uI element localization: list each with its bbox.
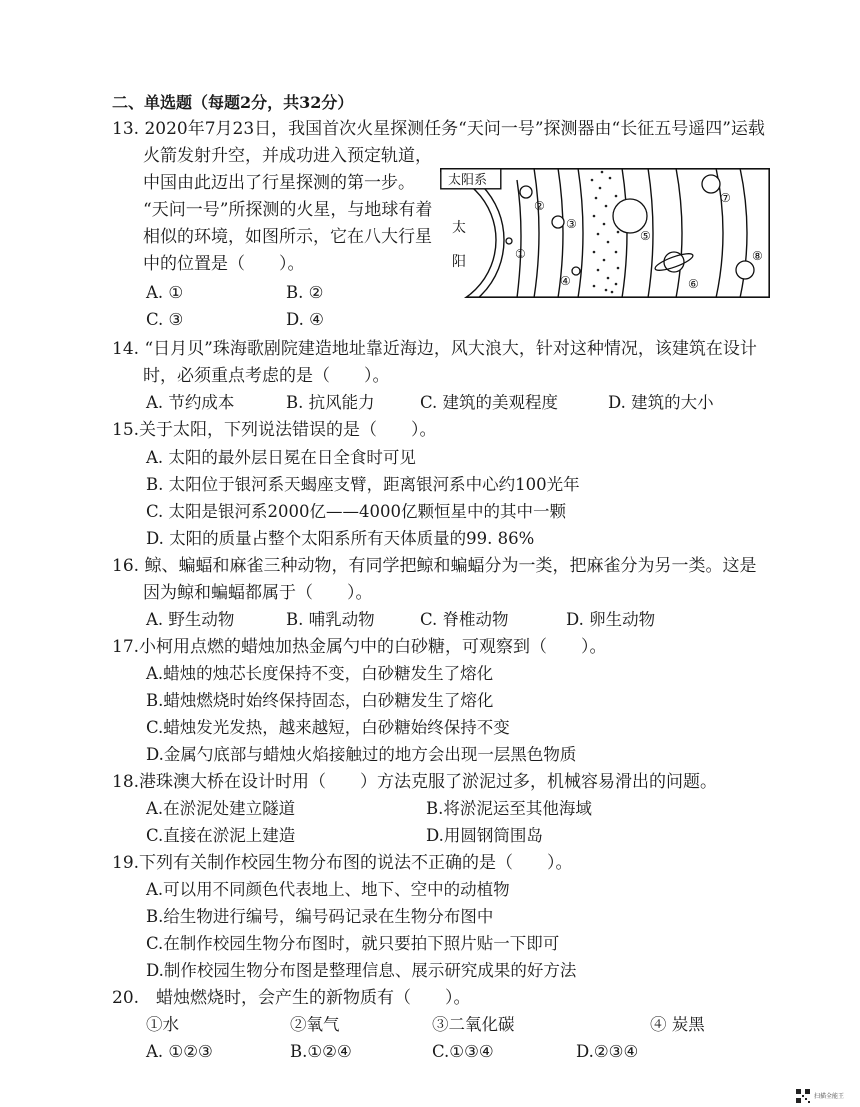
planet-label-4: ④ bbox=[560, 274, 571, 288]
question-19-option-a: A.可以用不同颜色代表地上、地下、空中的动植物 bbox=[146, 880, 510, 899]
question-14-option-c: C. 建筑的美观程度 bbox=[420, 393, 559, 412]
question-20-option-d: D.②③④ bbox=[576, 1042, 639, 1061]
sun-label-2: 阳 bbox=[452, 254, 466, 270]
planet-8 bbox=[736, 261, 754, 279]
question-16-option-a: A. 野生动物 bbox=[146, 610, 235, 629]
question-19-line-1: 19.下列有关制作校园生物分布图的说法不正确的是（ ）。 bbox=[112, 853, 573, 873]
question-18-option-c: C.直接在淤泥上建造 bbox=[146, 826, 296, 845]
question-13-option-d: D. ④ bbox=[286, 310, 324, 329]
question-20-item-3: ③二氧化碳 bbox=[432, 1015, 515, 1034]
diagram-title: 太阳系 bbox=[448, 173, 488, 188]
question-13-line-5: 相似的环境，如图所示，它在八大行星 bbox=[143, 227, 432, 247]
question-13-line-2: 火箭发射升空，并成功进入预定轨道， bbox=[143, 146, 432, 166]
question-14-line-1: 14. “日月贝”珠海歌剧院建造地址靠近海边，风大浪大，针对这种情况，该建筑在设计 bbox=[112, 339, 757, 359]
planet-5 bbox=[613, 199, 647, 233]
planet-4 bbox=[572, 267, 580, 275]
question-13-line-3: 中国由此迈出了行星探测的第一步。 bbox=[143, 173, 415, 193]
question-14-option-a: A. 节约成本 bbox=[146, 393, 235, 412]
planet-label-8: ⑧ bbox=[752, 249, 763, 263]
sun-label-1: 太 bbox=[452, 220, 466, 236]
question-13-line-4: “天问一号”所探测的火星，与地球有着 bbox=[143, 200, 433, 220]
scanner-app-watermark: 扫描全能王 bbox=[814, 1093, 845, 1100]
question-20-item-4: ④ 炭黑 bbox=[650, 1015, 705, 1034]
planet-label-1: ① bbox=[515, 247, 526, 261]
question-18-option-a: A.在淤泥处建立隧道 bbox=[146, 799, 296, 818]
question-19-option-c: C.在制作校园生物分布图时，就只要拍下照片贴一下即可 bbox=[146, 934, 560, 953]
section-heading: 二、单选题（每题2分，共32分） bbox=[112, 93, 354, 112]
planet-label-6: ⑥ bbox=[688, 277, 699, 291]
planet-2 bbox=[520, 186, 532, 198]
diagram-title-box bbox=[441, 169, 501, 189]
question-14-option-b: B. 抗风能力 bbox=[286, 393, 375, 412]
question-20-line-1: 20. 蜡烛燃烧时，会产生的新物质有（ ）。 bbox=[112, 988, 471, 1008]
solar-system-diagram bbox=[440, 168, 770, 298]
question-20-item-2: ②氧气 bbox=[290, 1015, 340, 1034]
question-15-option-b: B. 太阳位于银河系天蝎座支臂，距离银河系中心约100光年 bbox=[146, 475, 580, 494]
question-14-line-2: 时，必须重点考虑的是（ ）。 bbox=[143, 366, 390, 386]
question-18-line-1: 18.港珠澳大桥在设计时用（ ）方法克服了淤泥过多，机械容易滑出的问题。 bbox=[112, 772, 718, 792]
question-16-line-2: 因为鲸和蝙蝠都属于（ ）。 bbox=[143, 583, 373, 603]
question-20-option-c: C.①③④ bbox=[432, 1042, 494, 1061]
question-16-option-c: C. 脊椎动物 bbox=[420, 610, 509, 629]
question-15-option-a: A. 太阳的最外层日冕在日全食时可见 bbox=[146, 448, 416, 467]
question-13-option-b: B. ② bbox=[286, 283, 324, 302]
question-15-option-d: D. 太阳的质量占整个太阳系所有天体质量的99. 86% bbox=[146, 529, 535, 548]
planet-7 bbox=[702, 175, 720, 193]
question-17-option-d: D.金属勺底部与蜡烛火焰接触过的地方会出现一层黑色物质 bbox=[146, 745, 577, 764]
question-13-option-a: A. ① bbox=[146, 283, 184, 302]
question-16-line-1: 16. 鲸、蝙蝠和麻雀三种动物，有同学把鲸和蝙蝠分为一类，把麻雀分为另一类。这是 bbox=[112, 556, 757, 576]
planet-label-7: ⑦ bbox=[720, 191, 731, 205]
question-20-item-1: ①水 bbox=[146, 1015, 179, 1034]
question-20-option-a: A. ①②③ bbox=[146, 1042, 213, 1061]
question-20-option-b: B.①②④ bbox=[290, 1042, 352, 1061]
planet-3 bbox=[552, 216, 564, 228]
question-18-option-d: D.用圆钢筒围岛 bbox=[426, 826, 543, 845]
planet-label-2: ② bbox=[534, 199, 545, 213]
question-15-option-c: C. 太阳是银河系2000亿——4000亿颗恒星中的其中一颗 bbox=[146, 502, 567, 521]
question-16-option-b: B. 哺乳动物 bbox=[286, 610, 375, 629]
question-13-line-1: 13. 2020年7月23日，我国首次火星探测任务“天问一号”探测器由“长征五号遥四”运载 bbox=[112, 119, 765, 139]
question-17-option-a: A.蜡烛的烛芯长度保持不变，白砂糖发生了熔化 bbox=[146, 664, 494, 683]
planet-label-5: ⑤ bbox=[640, 229, 651, 243]
question-15-line-1: 15.关于太阳，下列说法错误的是（ ）。 bbox=[112, 420, 437, 440]
question-13-line-6: 中的位置是（ ）。 bbox=[143, 254, 305, 274]
question-18-option-b: B.将淤泥运至其他海域 bbox=[426, 799, 592, 818]
qr-code-icon bbox=[796, 1089, 810, 1103]
question-16-option-d: D. 卵生动物 bbox=[566, 610, 656, 629]
question-17-line-1: 17.小柯用点燃的蜡烛加热金属勺中的白砂糖，可观察到（ ）。 bbox=[112, 637, 607, 657]
question-17-option-b: B.蜡烛燃烧时始终保持固态，白砂糖发生了熔化 bbox=[146, 691, 494, 710]
question-13-option-c: C. ③ bbox=[146, 310, 184, 329]
planet-label-3: ③ bbox=[566, 217, 577, 231]
planet-1 bbox=[506, 238, 512, 244]
question-14-option-d: D. 建筑的大小 bbox=[608, 393, 714, 412]
question-19-option-d: D.制作校园生物分布图是整理信息、展示研究成果的好方法 bbox=[146, 961, 577, 980]
question-17-option-c: C.蜡烛发光发热，越来越短，白砂糖始终保持不变 bbox=[146, 718, 510, 737]
question-19-option-b: B.给生物进行编号，编号码记录在生物分布图中 bbox=[146, 907, 494, 926]
